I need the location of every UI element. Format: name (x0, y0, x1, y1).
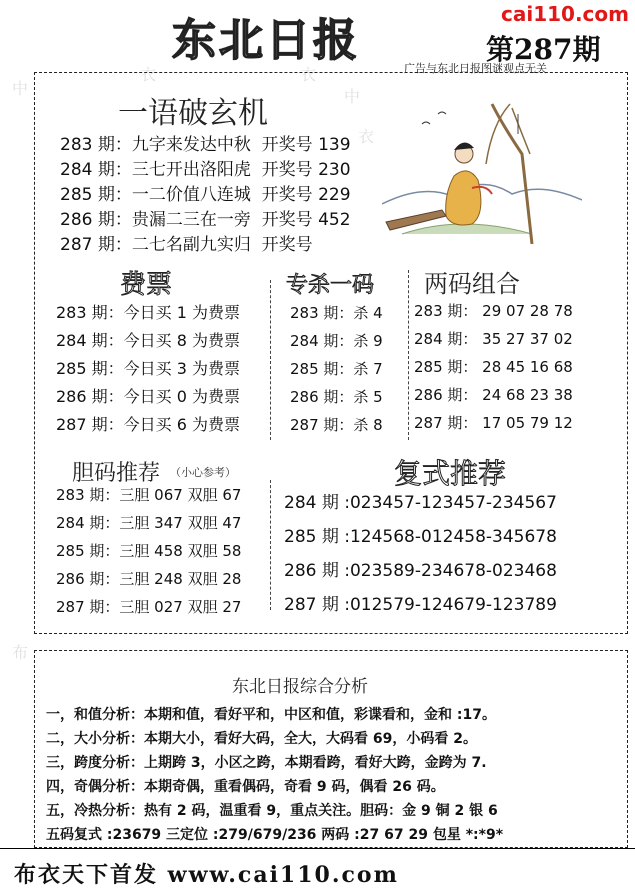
fushi-title: 复式推荐 (394, 457, 507, 490)
watermark: 衣 (140, 65, 157, 84)
woman-illustration (382, 84, 582, 244)
danma-row: 283 期：三胆 067 双胆 67 (56, 486, 242, 504)
zhuansha-row: 283 期：杀 4 (290, 304, 383, 322)
danma-row: 284 期：三胆 347 双胆 47 (56, 514, 242, 532)
zhuansha-row: 287 期：杀 8 (290, 416, 383, 434)
issue-suffix: 期 (572, 33, 601, 66)
feipiao-row: 284 期：今日买 8 为费票 (56, 331, 240, 350)
yiyu-row: 286 期：贵漏二三在一旁 开奖号 452 (60, 210, 351, 230)
watermark: 中 (12, 79, 29, 98)
zhuansha-title: 专杀一码 (286, 273, 375, 298)
feipiao-row: 287 期：今日买 6 为费票 (56, 415, 240, 434)
feipiao-title: 费票 (120, 270, 173, 300)
analysis-row: 二，大小分析：本期大小，看好大码，全大，大码看 69，小码看 2。 (46, 731, 477, 747)
watermark: 中 (344, 87, 361, 106)
danma-row: 286 期：三胆 248 双胆 28 (56, 570, 242, 588)
footer-divider (0, 848, 635, 849)
fushi-row: 286 期 :023589-234678-023468 (284, 561, 557, 581)
analysis-row: 五码复式 :23679 三定位 :279/679/236 两码 :27 67 29 包星 *:*9* (46, 827, 504, 843)
danma-row: 287 期：三胆 027 双胆 27 (56, 598, 242, 616)
column-divider (408, 270, 409, 440)
yiyu-row: 285 期：一二价值八连城 开奖号 229 (60, 185, 351, 205)
danma-row: 285 期：三胆 458 双胆 58 (56, 542, 242, 560)
yiyu-row: 287 期：二七名副九实归 开奖号 (60, 235, 313, 255)
liangma-row: 286 期： 24 68 23 38 (414, 386, 573, 404)
analysis-title: 东北日报综合分析 (232, 677, 368, 697)
site-logo-text[interactable]: cai110.com (501, 2, 629, 26)
column-divider (270, 480, 271, 610)
analysis-row: 一，和值分析：本期和值，看好平和，中区和值，彩谍看和，金和 :17。 (46, 707, 496, 723)
feipiao-row: 285 期：今日买 3 为费票 (56, 359, 240, 378)
liangma-row: 287 期： 17 05 79 12 (414, 414, 573, 432)
fushi-row: 285 期 :124568-012458-345678 (284, 527, 557, 547)
watermark: 衣 (358, 127, 375, 146)
feipiao-row: 286 期：今日买 0 为费票 (56, 387, 240, 406)
analysis-row: 五，冷热分析：热有 2 码，温重看 9，重点关注。胆码：金 9 铜 2 银 6 (46, 803, 498, 819)
liangma-row: 283 期： 29 07 28 78 (414, 302, 573, 320)
analysis-row: 三，跨度分析：上期跨 3，小区之跨，本期看跨，看好大跨，金跨为 7. (46, 755, 487, 771)
liangma-title: 两码组合 (424, 270, 520, 298)
issue-num: 287 (514, 33, 573, 66)
feipiao-row: 283 期：今日买 1 为费票 (56, 303, 240, 322)
danma-title: 胆码推荐 (72, 461, 161, 486)
liangma-row: 285 期： 28 45 16 68 (414, 358, 573, 376)
column-divider (270, 280, 271, 440)
disclaimer: 广告与东北日报图谜观点无关 (404, 62, 547, 75)
footer-text[interactable]: 布衣天下首发 www.cai110.com (14, 862, 399, 888)
zhuansha-row: 285 期：杀 7 (290, 360, 383, 378)
zhuansha-row: 286 期：杀 5 (290, 388, 383, 406)
fushi-row: 287 期 :012579-124679-123789 (284, 595, 557, 615)
analysis-row: 四，奇偶分析：本期奇偶，重看偶码，奇看 9 码，偶看 26 码。 (46, 779, 445, 795)
fushi-row: 284 期 :023457-123457-234567 (284, 493, 557, 513)
watermark: 布 (12, 643, 29, 662)
liangma-row: 284 期： 35 27 37 02 (414, 330, 573, 348)
newspaper-title: 东北日报 (172, 15, 360, 66)
zhuansha-row: 284 期：杀 9 (290, 332, 383, 350)
yiyu-row: 283 期：九字来发达中秋 开奖号 139 (60, 135, 351, 155)
issue-prefix: 第 (486, 33, 515, 66)
yiyu-title: 一语破玄机 (118, 96, 268, 131)
yiyu-row: 284 期：三七开出洛阳虎 开奖号 230 (60, 160, 351, 180)
watermark: 衣 (300, 65, 317, 84)
danma-note: （小心参考） (170, 466, 236, 479)
